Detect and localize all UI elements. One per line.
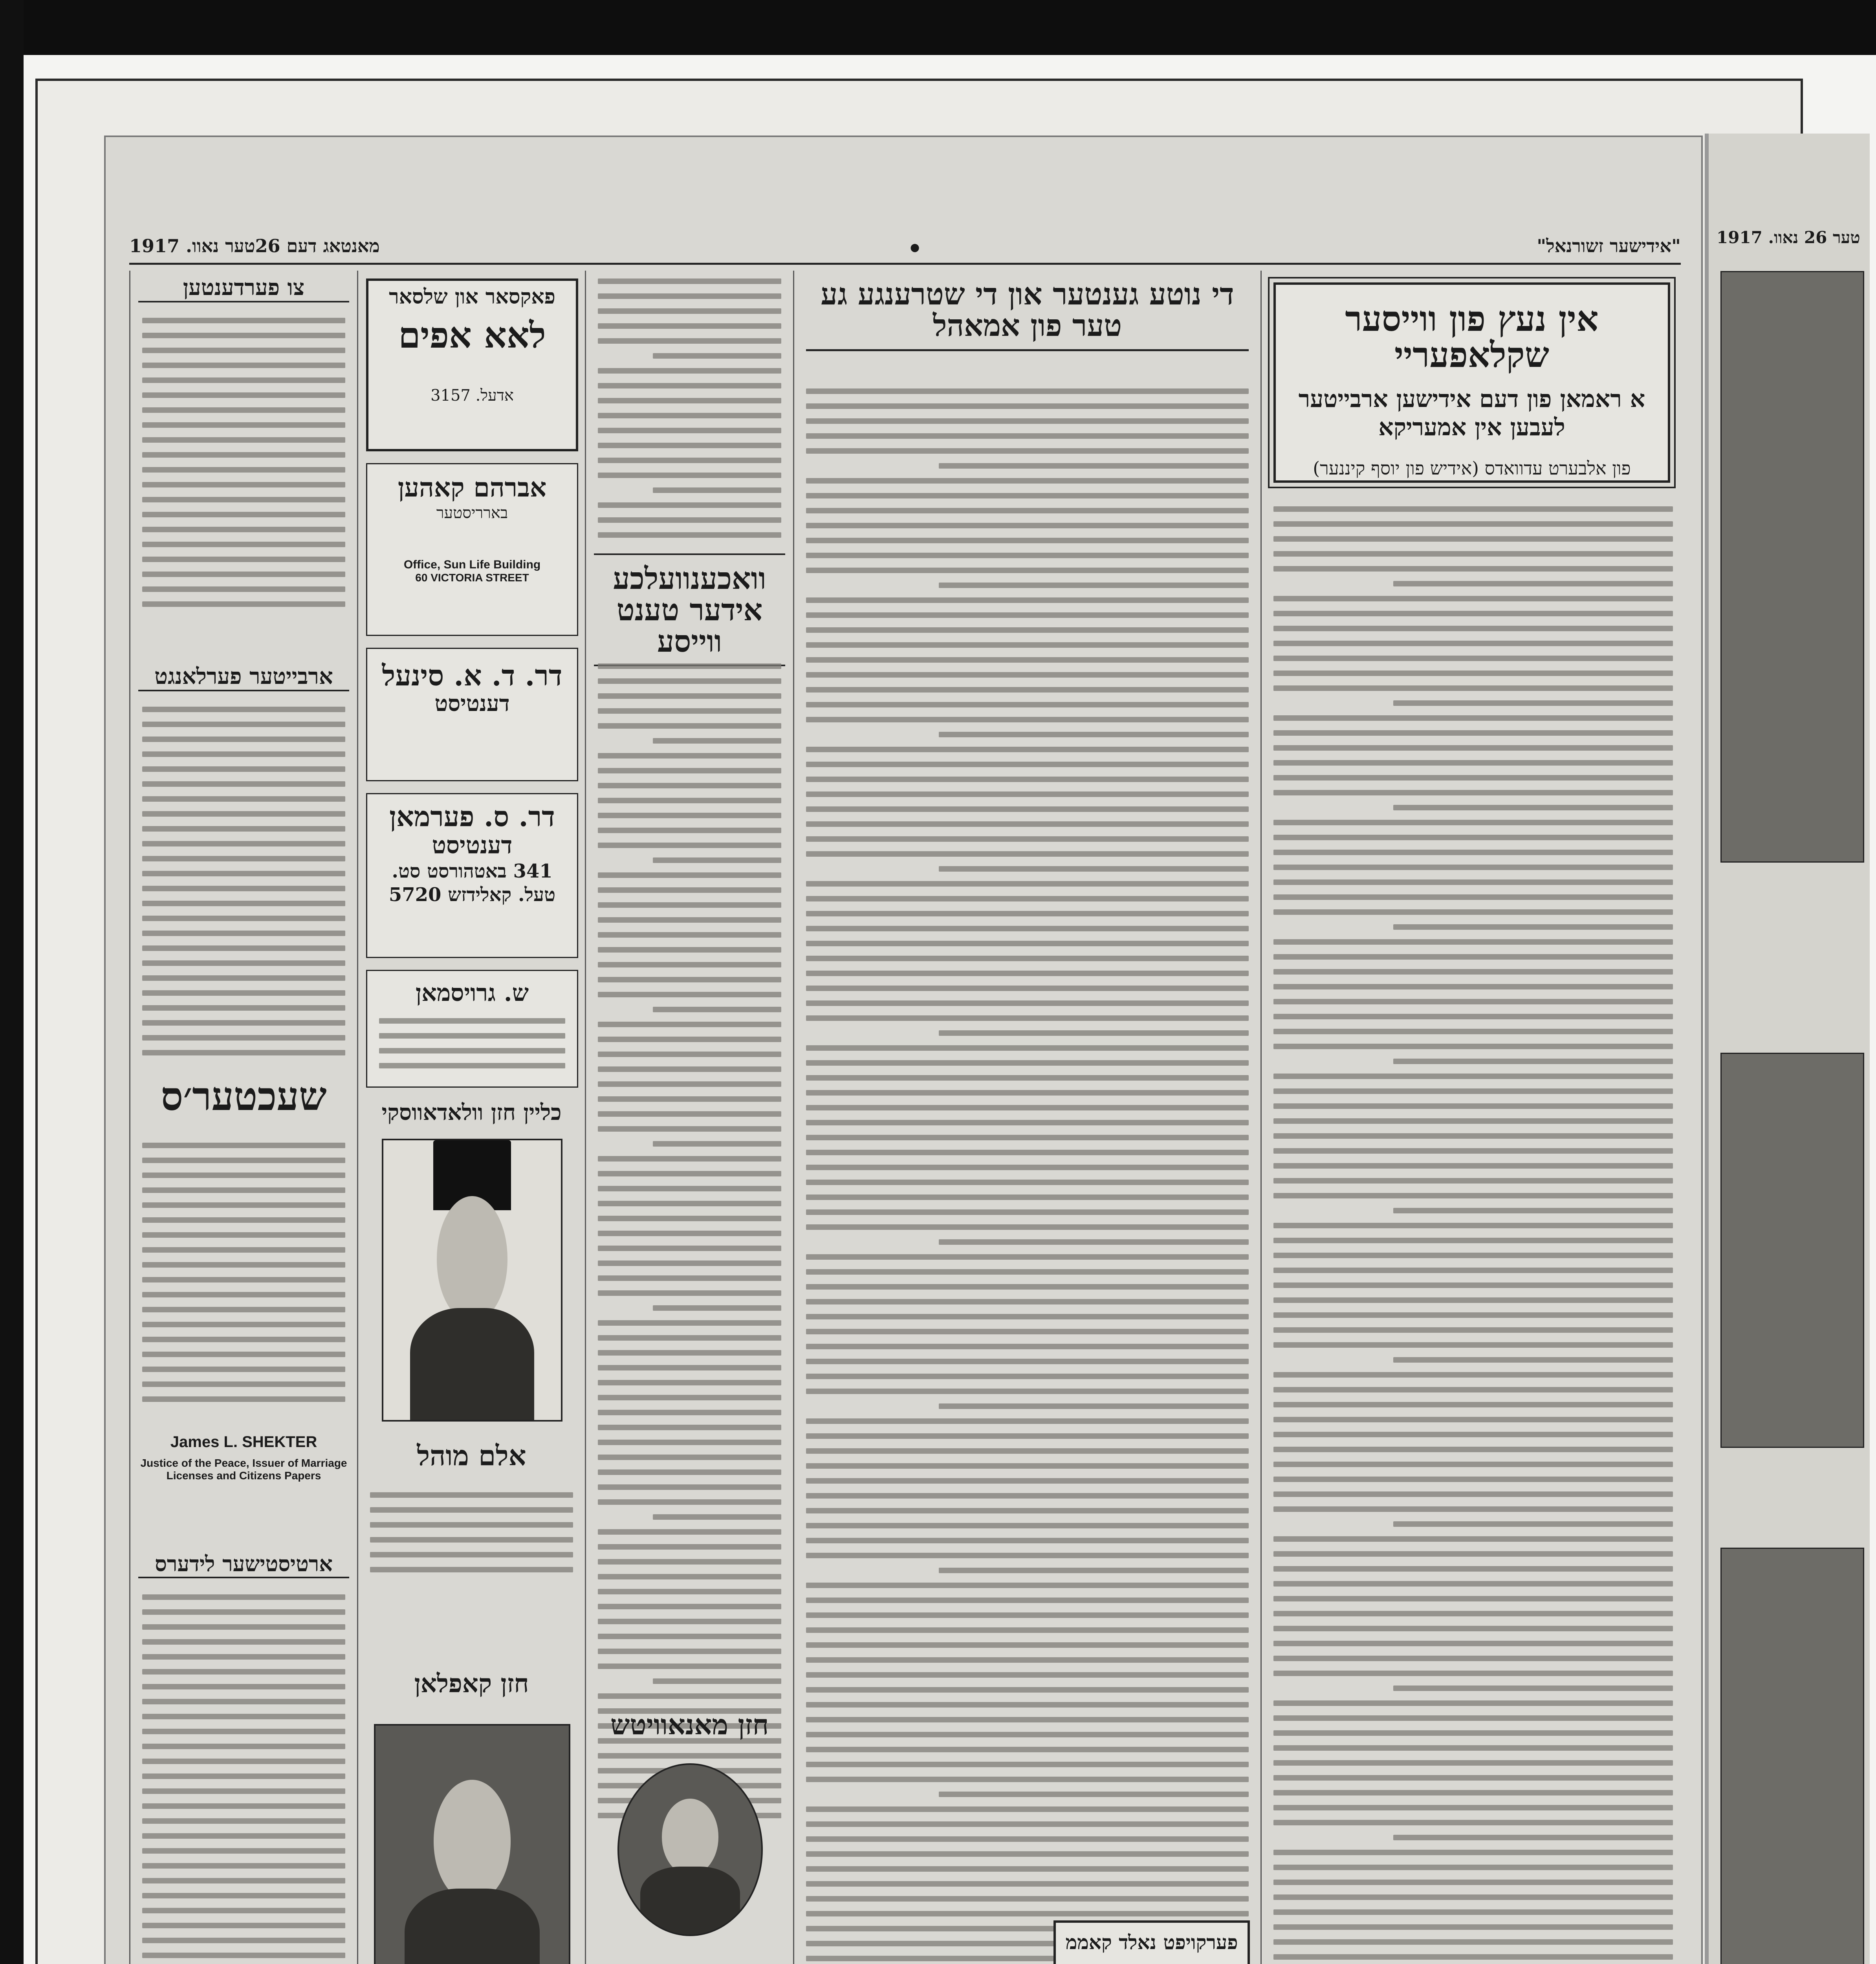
grossman-name: ש. גרויסמאן <box>415 979 529 1007</box>
header-date: מאנטאג דעם 26טער נאוו. 1917 <box>129 235 380 256</box>
classified-other-text <box>142 1594 345 1964</box>
funeral-ad-phone: אדעל. 3157 <box>431 386 514 405</box>
rabbi-portrait <box>382 1139 562 1422</box>
notary-title: שעכטער׳ס <box>161 1073 327 1119</box>
dentist2-role: דענטיסט <box>432 831 513 859</box>
lawyer-ad-box <box>366 463 578 636</box>
scan-border-left <box>0 0 24 1964</box>
dentist1-role: דענטיסט <box>434 690 510 716</box>
lawyer-street: 60 VICTORIA STREET <box>415 572 529 584</box>
kaplan-portrait <box>374 1724 570 1964</box>
kaplan-title: חזן קאפלאן <box>414 1669 529 1698</box>
cantor-manovitz-portrait <box>617 1763 763 1936</box>
rabbi-ad-text <box>370 1492 573 1582</box>
page-header <box>129 227 1681 265</box>
sale-ad-title: פערקויפט נאלד קאממ <box>1065 1931 1238 1954</box>
classified-rent-text <box>142 318 345 616</box>
adjacent-page-date: טער 26 נאוו. 1917 <box>1717 228 1860 247</box>
notary-description: Justice of the Peace, Issuer of Marriage Licenses and Citizens Papers <box>140 1457 347 1482</box>
adjacent-photo-2 <box>1720 1053 1864 1448</box>
dentist2-phone: טעל. קאלידזש 5720 <box>388 883 556 906</box>
feature-title-box <box>1273 282 1670 483</box>
column-story <box>793 271 1260 1964</box>
column-classifieds <box>129 271 357 1964</box>
classified-business-heading: ארבייטער פערלאנגט <box>138 663 349 691</box>
scan-border-top <box>0 0 1876 55</box>
story-headline: די נוטע גענטער און די שטרענגע גע טער פון אמאהל <box>806 278 1249 351</box>
dentist2-ad-box <box>366 793 578 958</box>
cantor-manovitz-title: חזן מאנאוויטש <box>610 1708 769 1741</box>
header-title: "אידישער זשורנאל" <box>1537 235 1681 256</box>
feature-byline: פון אלבערט עדוואדס (אידיש פון יוסף קיננער) <box>1313 457 1631 479</box>
sale-ad-box <box>1053 1920 1250 1964</box>
editorial-body-text <box>598 663 781 1828</box>
feature-body-text <box>1273 506 1673 1964</box>
music-heading: ארטיסטישער לידערס <box>138 1551 349 1578</box>
funeral-ad-name: לאא אפים <box>398 315 546 357</box>
dentist2-name: דר. ס. פערמאן <box>389 800 555 833</box>
dentist1-name: דר. ד. א. סינעל <box>382 659 562 692</box>
rabbi-ad-title: כליין חזן וולאדאווסקי <box>381 1099 562 1125</box>
editorial-intro-text <box>598 278 781 547</box>
column-ads <box>357 271 585 1964</box>
adjacent-photo-3 <box>1720 1548 1864 1964</box>
column-editorial <box>585 271 793 1964</box>
feature-title: אין נעץ פון ווייסער שקלאפעריי <box>1345 298 1599 376</box>
funeral-ad-title: פאקסאר און שלסאר <box>389 285 555 309</box>
column-feature <box>1260 271 1685 1964</box>
classified-rent-heading: צו פערדענטען <box>138 275 349 302</box>
adjacent-photo-1 <box>1720 271 1864 863</box>
lawyer-office: Office, Sun Life Building <box>403 558 541 572</box>
funeral-ad-box <box>366 278 578 451</box>
dentist2-address: 341 באטהורסט סט. <box>392 860 553 882</box>
classified-business-text <box>142 707 345 1065</box>
adjacent-page <box>1705 134 1870 1964</box>
header-ornament: • <box>907 235 923 263</box>
lawyer-role: בארריסטער <box>436 504 508 522</box>
feature-subtitle: א ראמאן פון דעם אידישען ארבייטער לעבען אין אמעריקא <box>1298 385 1645 441</box>
dentist1-ad-box <box>366 648 578 781</box>
grossman-ad-box <box>366 970 578 1088</box>
rabbi-name: אלם מוהל <box>417 1439 526 1472</box>
notary-text <box>142 1143 345 1411</box>
lawyer-name: אברהם קאהען <box>398 472 547 503</box>
newspaper-page <box>104 136 1703 1964</box>
story-body-text <box>806 388 1249 1964</box>
notary-name: James L. SHEKTER <box>170 1433 317 1451</box>
editorial-headline: וואכענוועלכע אידער טענט ווייסע <box>594 553 785 666</box>
